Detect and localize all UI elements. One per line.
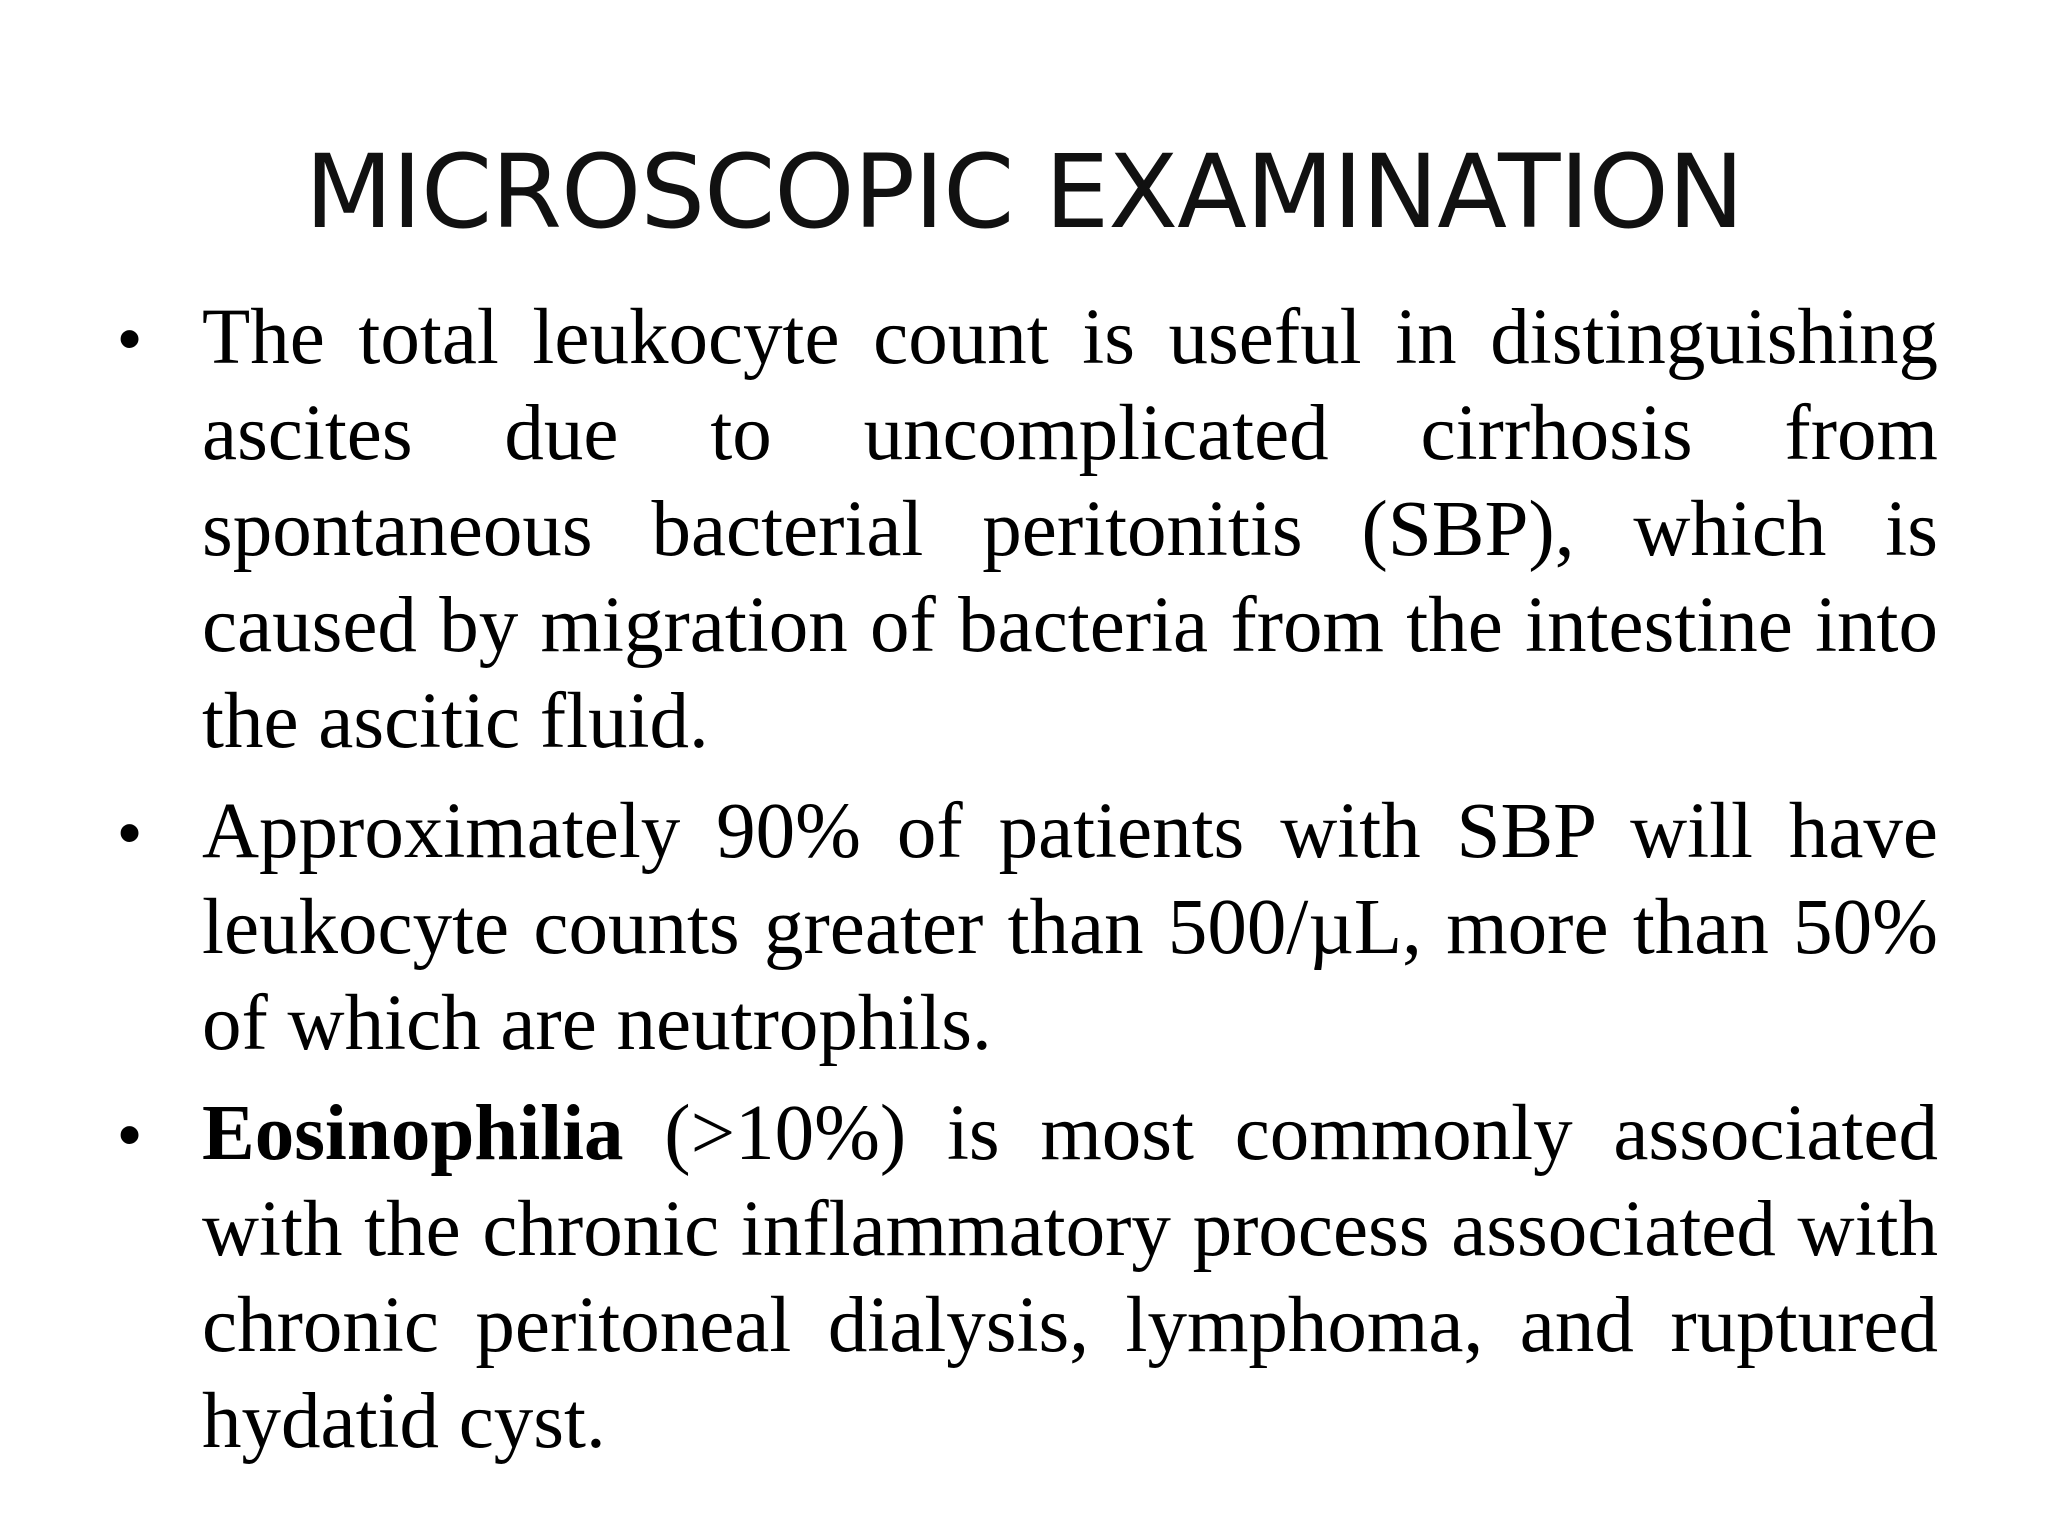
bullet-text-2: Approximately 90% of patients with SBP will have leukocyte counts greater than 500/µL, more than 50% of which are neutrophils. (202, 788, 1938, 1067)
bullet-bold-term: Eosinophilia (202, 1090, 624, 1177)
bullet-item-2 (118, 784, 1938, 1072)
bullet-text-1: The total leukocyte count is useful in distinguishing ascites due to uncomplicated cirrhosis from spontaneous bacterial peritonitis (SBP), which is caused by migration of bacteria from the intestine into the ascitic fluid. (202, 294, 1938, 765)
bullet-dot-icon: • (118, 1097, 142, 1171)
slide-title: MICROSCOPIC EXAMINATION (304, 133, 1744, 252)
bullet-dot-icon: • (118, 301, 142, 375)
bullet-text-3: (>10%) is most commonly associated with the chronic inflammatory process associated with chronic peritoneal dialysis, lymphoma, and ruptured hydatid cyst. (202, 1090, 1938, 1465)
bullet-item-1 (118, 290, 1938, 770)
bullet-list (118, 290, 1938, 1484)
bullet-item-3 (118, 1086, 1938, 1470)
bullet-dot-icon: • (118, 795, 142, 869)
